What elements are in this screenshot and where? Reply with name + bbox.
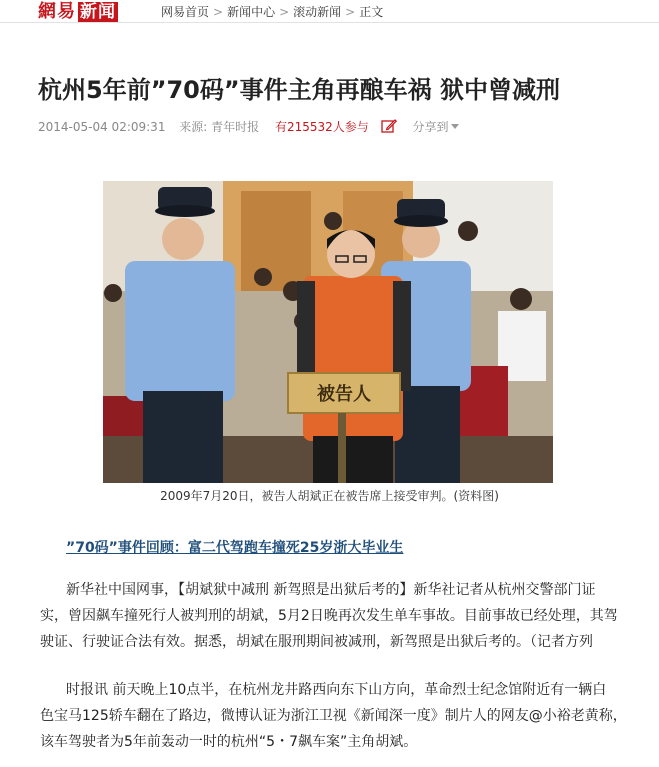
- comment-edit-icon[interactable]: [381, 118, 397, 134]
- paragraph-line: 该车驾驶者为5年前轰动一时的杭州“5・7飙车案”主角胡斌。: [40, 734, 418, 750]
- paragraph-line: 时报讯 前天晚上10点半，在杭州龙井路西向东下山方向，革命烈士纪念馆附近有一辆白: [66, 682, 607, 698]
- paragraph-line: 色宝马125轿车翻在了路边，微博认证为浙江卫视《新闻深一度》制片人的网友@小裕老黄称，: [40, 708, 627, 724]
- article-meta: [38, 118, 459, 135]
- breadcrumb-separator: >: [279, 5, 290, 19]
- paragraph-line: 驶证、行驶证合法有效。据悉，胡斌在服刑期间被减刑，新驾照是出狱后考的。（记者方列: [40, 634, 593, 650]
- paragraph-line: 实，曾因飙车撞死行人被判刑的胡斌，5月2日晚再次发生单车事故。目前事故已经处理，其驾: [40, 608, 618, 624]
- courtroom-photo: [103, 181, 553, 483]
- share-label: 分享到: [412, 120, 449, 134]
- participants-link[interactable]: 有215532人参与: [274, 120, 369, 134]
- defendant-sign: 被告人: [317, 384, 371, 405]
- share-button[interactable]: [412, 120, 459, 134]
- paragraph-1: [40, 577, 618, 655]
- logo-sub: 新闻: [80, 2, 116, 22]
- logo-text: 網易: [38, 1, 76, 22]
- breadcrumb-separator: >: [345, 5, 356, 19]
- breadcrumb-news-center[interactable]: 新闻中心: [227, 5, 276, 19]
- article-photo: [103, 181, 553, 483]
- publish-time: 2014-05-04 02:09:31: [38, 120, 166, 134]
- paragraph-2: [40, 677, 627, 755]
- breadcrumb-home[interactable]: 网易首页: [161, 5, 210, 19]
- recap-link[interactable]: ”70码”事件回顾：富二代驾跑车撞死25岁浙大毕业生: [66, 540, 404, 556]
- article-source: 来源: 青年时报: [179, 120, 260, 134]
- site-logo[interactable]: [38, 0, 118, 21]
- breadcrumb: [161, 3, 383, 20]
- breadcrumb-rolling-news[interactable]: 滚动新闻: [293, 5, 342, 19]
- article-title: 杭州5年前”70码”事件主角再酿车祸 狱中曾减刑: [38, 76, 560, 104]
- paragraph-line: 新华社中国网事，【胡斌狱中减刑 新驾照是出狱后考的】新华社记者从杭州交警部门证: [66, 582, 596, 598]
- top-bar: [0, 0, 659, 23]
- chevron-down-icon: [451, 124, 459, 129]
- breadcrumb-current: 正文: [359, 5, 384, 19]
- breadcrumb-separator: >: [213, 5, 224, 19]
- image-caption: 2009年7月20日，被告人胡斌正在被告席上接受审判。(资料图): [160, 489, 499, 503]
